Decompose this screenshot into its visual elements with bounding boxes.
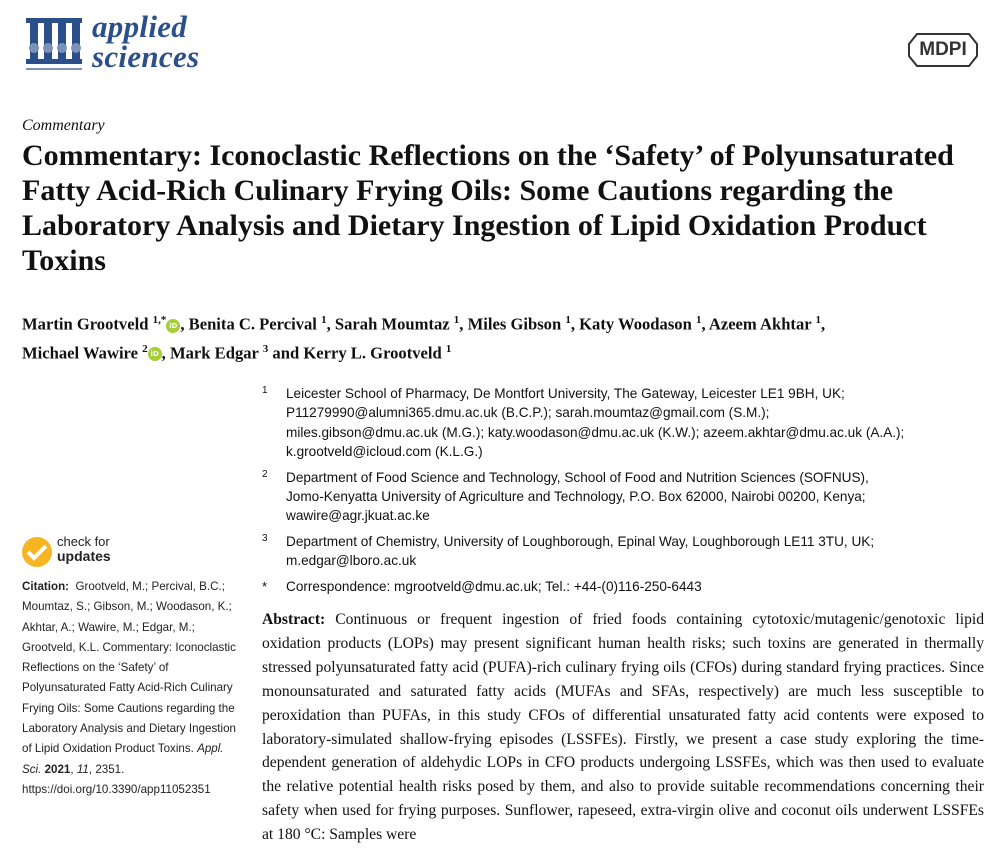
abstract — [262, 608, 984, 847]
author-name[interactable]: Michael Wawire — [22, 343, 138, 363]
affiliation-line: Department of Food Science and Technology, School of Food and Nutrition Sciences (SOFNUS), — [286, 469, 869, 485]
author-separator: , — [326, 314, 335, 334]
affiliation-item — [262, 468, 982, 526]
author-separator: , — [570, 314, 580, 334]
author-name[interactable]: Benita C. Percival — [188, 314, 317, 334]
abstract-text: Continuous or frequent ingestion of fried foods containing cytotoxic/mutagenic/genotoxic lipid oxidation products (LOPs) may present significant human health risks; such toxins are generated in thermally stressed polyunsaturated fatty acid (PUFA)-rich culinary frying oils (CFOs) during standard frying practices. Since monounsaturated and saturated fatty acids (MUFAs and SFAs, respectively) are much less susceptible to peroxidation than PUFAs, in this study CFOs of differential unsaturated fatty acid contents were exposed to laboratory-simulated shallow-frying episodes (LSSFEs). Firstly, we present a case study exploring the time-dependent generation of aldehydic LOPs in CFO products undergoing LSSFEs, which was then used to evaluate the relative potential health risks posed by them, and also to provide suitable recommendations concerning their safety when used for frying purposes. Sunflower, rapeseed, extra-virgin olive and coconut oils underwent LSSFEs at 180 °C: Samples were — [262, 611, 984, 844]
author-name[interactable]: Mark Edgar — [169, 343, 259, 363]
article-type: Commentary — [22, 117, 105, 134]
affiliation-line: Correspondence: mgrootveld@dmu.ac.uk; Tel.: +44-(0)116-250-6443 — [286, 578, 702, 594]
article-title: Commentary: Iconoclastic Reflections on the ‘Safety’ of Polyunsaturated Fatty Acid-Rich Culinary Frying Oils: Some Cautions regarding the Laboratory Analysis and Dietary Ingestion of Lipid Oxidation Product Toxins — [22, 139, 954, 277]
author-affiliation-mark: 1 — [321, 314, 327, 326]
author-name[interactable]: Azeem Akhtar — [708, 314, 812, 334]
citation-block: Citation: Grootveld, M.; Percival, B.C.; Moumtaz, S.; Gibson, M.; Woodason, K.; Akhtar, A.; Wawire, M.; Edgar, M.; Grootveld, K.L. Commentary: Iconoclastic Reflections on the ‘Safety’ of Polyunsaturated Fatty Acid-Rich Culinary Frying Oils: Some Cautions regarding the Laboratory Analysis and Dietary Ingestion of Lipid Oxidation Product Toxins. Appl. Sci. 2021, 11, 2351. https://doi.org/10.3390/app11052351 — [22, 580, 236, 796]
author-affiliation-mark: 1 — [453, 314, 460, 326]
affiliation-line: Leicester School of Pharmacy, De Montfort University, The Gateway, Leicester LE1 9BH, UK; — [286, 386, 845, 401]
author-name[interactable]: Miles Gibson — [467, 314, 562, 334]
affiliation-line: wawire@agr.jkuat.ac.ke — [286, 508, 430, 524]
affiliation-list — [262, 384, 982, 602]
author-separator: , — [701, 314, 709, 334]
affiliation-line: k.grootveld@icloud.com (K.L.G.) — [286, 444, 483, 460]
check-updates-icon — [22, 537, 52, 567]
author-affiliation-mark: 3 — [262, 342, 269, 355]
check-updates-line1: check for — [57, 534, 110, 549]
author-affiliation-mark: 1 — [695, 314, 702, 326]
affiliation-line: miles.gibson@dmu.ac.uk (M.G.); katy.woodason@dmu.ac.uk (K.W.); azeem.akhtar@dmu.ac.uk (A.A.); — [286, 424, 905, 440]
affiliation-line: m.edgar@lboro.ac.uk — [286, 553, 417, 569]
affiliation-item — [262, 577, 982, 596]
citation-volume: 11 — [76, 762, 89, 776]
check-for-updates-button[interactable] — [22, 535, 182, 569]
author-name[interactable]: Martin Grootveld — [22, 314, 149, 334]
author-separator: , — [180, 314, 189, 334]
author-separator: and — [268, 343, 304, 363]
citation-journal: Appl. Sci. — [22, 742, 224, 776]
author-name[interactable]: Katy Woodason — [579, 314, 692, 334]
author-separator: , — [459, 314, 468, 334]
author-affiliation-mark: 2 — [142, 342, 148, 355]
orcid-icon[interactable]: iD — [166, 319, 180, 333]
author-affiliation-mark: 1 — [445, 342, 452, 355]
author-affiliation-mark: 1,* — [152, 314, 167, 326]
author-affiliation-mark: 1 — [565, 314, 571, 326]
author-name[interactable]: Kerry L. Grootveld — [303, 343, 442, 363]
affiliation-mark: 1 — [262, 385, 268, 396]
journal-logo — [22, 12, 86, 76]
author-separator: , — [820, 314, 826, 334]
affiliation-mark: 3 — [262, 532, 268, 544]
author-list — [22, 308, 987, 365]
journal-name-line1: applied — [92, 9, 188, 44]
affiliation-line: Jomo-Kenyatta University of Agriculture and Technology, P.O. Box 62000, Nairobi 00200, Kenya; — [286, 489, 866, 505]
citation-text: Grootveld, M.; Percival, B.C.; Moumtaz, S.; Gibson, M.; Woodason, K.; Akhtar, A.; Wawire, M.; Edgar, M.; Grootveld, K.L. Commentary: Iconoclastic Reflections on the ‘Safety’ of Polyunsaturated Fatty Acid-Rich Culinary Frying Oils: Some Cautions regarding the Laboratory Analysis and Dietary Ingestion of Lipid Oxidation Product Toxins. — [22, 580, 236, 756]
citation-year: 2021 — [44, 762, 71, 776]
affiliation-line: Department of Chemistry, University of Loughborough, Epinal Way, Loughborough LE11 3TU, UK; — [286, 533, 875, 549]
author-affiliation-mark: 1 — [815, 314, 821, 326]
affiliation-mark: * — [262, 578, 268, 594]
abstract-label: Abstract: — [262, 611, 326, 628]
check-updates-line2: updates — [57, 548, 111, 564]
author-name[interactable]: Sarah Moumtaz — [334, 314, 450, 334]
journal-name-line2: sciences — [92, 39, 200, 74]
orcid-icon[interactable]: iD — [148, 347, 162, 361]
affiliation-line: P11279990@alumni365.dmu.ac.uk (B.C.P.); sarah.moumtaz@gmail.com (S.M.); — [286, 405, 770, 421]
citation-article-no: 2351. — [95, 762, 125, 776]
affiliation-item — [262, 384, 982, 462]
citation-label: Citation: — [22, 580, 70, 593]
publisher-name: MDPI — [919, 39, 967, 60]
journal-name — [92, 9, 200, 74]
publisher-logo — [905, 30, 981, 70]
affiliation-item — [262, 532, 982, 571]
citation-doi-link[interactable]: https://doi.org/10.3390/app11052351 — [22, 782, 211, 796]
author-separator: , — [161, 343, 170, 363]
affiliation-mark: 2 — [262, 468, 268, 480]
